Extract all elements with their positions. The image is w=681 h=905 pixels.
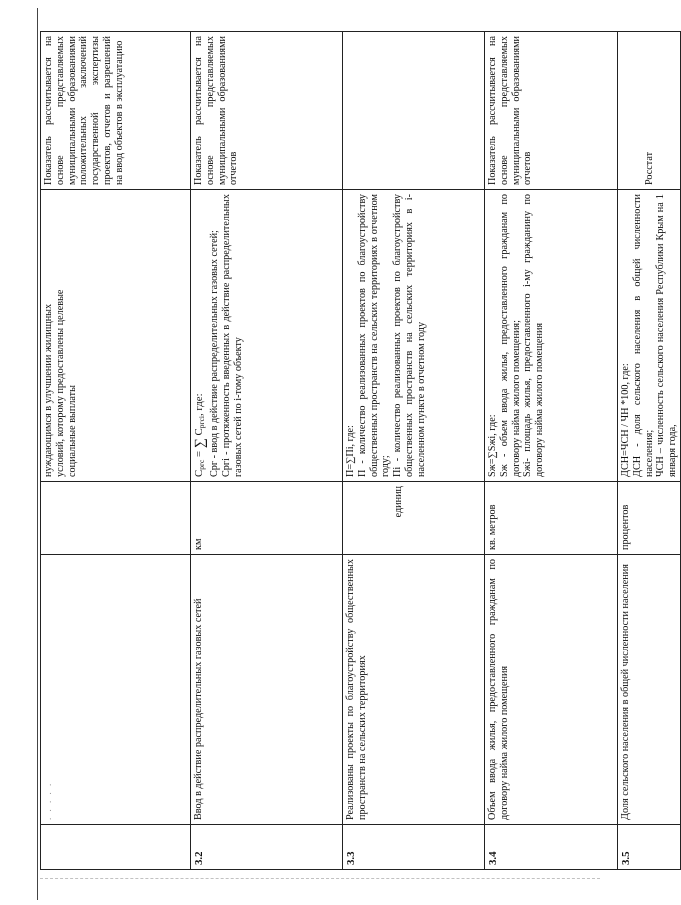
row-formula: П=∑Пi, где: П - количество реализованных проектов по благоустройству общественных пространств на сельских территориях в отчетном году; Пi - количество реализованных проектов по благоустройству общественных пространств на сельских территориях в i-населенном пункте в отчетном году — [343, 190, 485, 482]
row-formula: $C_{ргс}$ = ∑ $C_{ргсi}$, где: Cрг - ввод в действие распределительных газовых сетей; Cргi - протяженность введенных в действие распределительных газовых сетей по i-тому объекту — [191, 190, 343, 482]
row-formula: Sж=∑Sжi, где: Sж - объем ввода жилья, предоставленного гражданам по договору найма жилого помещения; Sжi- площадь жилья, предоставленного i-му гражданину по договору найма жилого помещения — [485, 190, 618, 482]
table-row — [41, 32, 191, 870]
row-name — [41, 555, 191, 825]
table-row — [485, 32, 618, 870]
table-row — [191, 32, 343, 870]
rotated-page — [40, 32, 679, 870]
row-unit: км — [191, 482, 343, 555]
row-source: Показатель рассчитывается на основе представляемых муниципальными образованиями отчетов — [191, 32, 343, 190]
row-name: Ввод в действие распределительных газовых сетей — [191, 555, 343, 825]
row-num: 3.5 — [618, 825, 681, 870]
row-unit — [41, 482, 191, 555]
scan-edge-marks — [40, 878, 600, 883]
row-formula: нуждающимся в улучшении жилищных условий, которому предоставлены целевые социальные выплаты — [41, 190, 191, 482]
row-name: Реализованы проекты по благоустройству общественных пространств на сельских территориях — [343, 555, 485, 825]
table-row — [618, 32, 681, 870]
table-row — [343, 32, 485, 870]
indicator-table — [40, 31, 681, 870]
binding-margin-line — [37, 8, 38, 900]
scan-marks: . . . . . — [43, 781, 53, 820]
row-num: 3.4 — [485, 825, 618, 870]
row-source — [343, 32, 485, 190]
row-num — [41, 825, 191, 870]
row-name: Доля сельского населения в общей численности населения — [618, 555, 681, 825]
row-num: 3.3 — [343, 825, 485, 870]
row-formula: ДСН=ЧСН / ЧН *100, где: ДСН - доля сельского населения в общей численности населения; ЧСН – численность сельского населения Республики Крым на 1 января года, — [618, 190, 681, 482]
formula-expression: $C_{ргс}$ = ∑ $C_{ргсi}$, где: — [193, 393, 208, 477]
row-num: 3.2 — [191, 825, 343, 870]
row-source: Показатель рассчитывается на основе представляемых муниципальными образованиями отчетов — [485, 32, 618, 190]
row-unit: процентов — [618, 482, 681, 555]
row-source: Росстат — [618, 32, 681, 190]
row-unit: единиц — [343, 482, 485, 555]
row-name: Объем ввода жилья, предоставленного гражданам по договору найма жилого помещения — [485, 555, 618, 825]
row-source: Показатель рассчитывается на основе представляемых муниципальными образованиями положительных заключений государственной экспертизы проектов, отчетов и разрешений на ввод объектов в эксплуатацию — [41, 32, 191, 190]
row-unit: кв. метров — [485, 482, 618, 555]
